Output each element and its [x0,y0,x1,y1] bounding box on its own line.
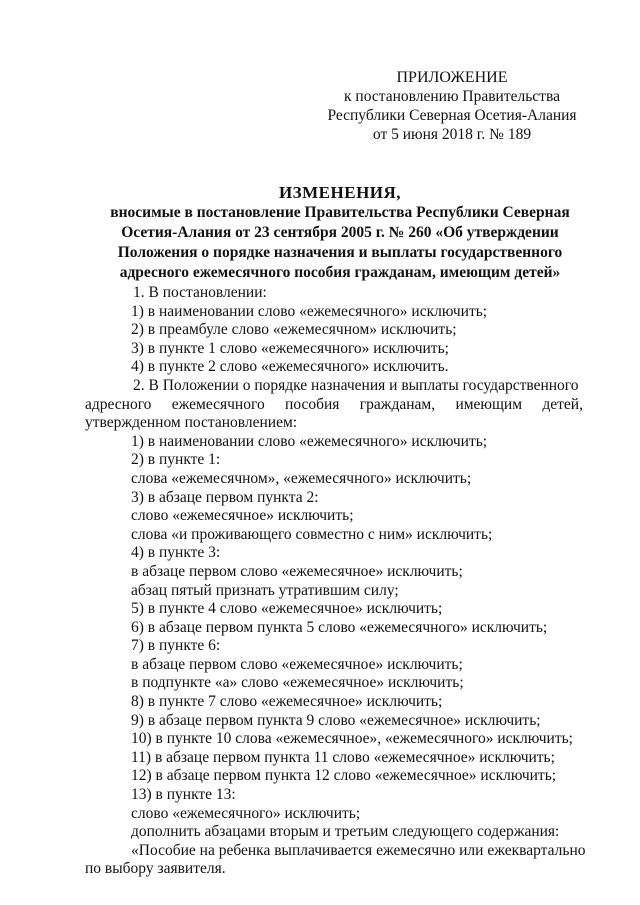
appendix-line-3: от 5 июня 2018 г. № 189 [372,126,532,143]
body-line: 13) в пункте 13: [131,786,236,804]
word: пособия [285,395,340,413]
body-line: утвержденном постановлением: [85,414,298,432]
body-line: слово «ежемесячное» исключить; [131,507,354,525]
word: адресного [85,395,152,413]
body-line: 9) в абзаце первом пункта 9 слово «ежемесячное» исключить; [131,711,541,729]
body-line: 7) в пункте 6: [131,637,221,655]
body-line: 2) в пункте 1: [131,451,221,469]
body-line: 12) в абзаце первом пункта 12 слово «ежемесячное» исключить; [131,767,557,785]
body-line-justified [85,396,583,415]
appendix-heading: ПРИЛОЖЕНИЕ [396,69,508,86]
body-line: 6) в абзаце первом пункта 5 слово «ежемесячного» исключить; [131,618,548,636]
title-main: ИЗМЕНЕНИЯ, [278,183,402,202]
body-line: 2. В Положении о порядке назначения и выплаты государственного [133,376,579,394]
word: гражданам, [359,395,436,413]
body-line: в подпункте «а» слово «ежемесячное» исключить; [131,674,464,692]
body-line: абзац пятый признать утратившим силу; [131,581,399,599]
body-line: 11) в абзаце первом пункта 11 слово «ежемесячное» исключить; [131,748,555,766]
word: имеющим [455,395,523,413]
appendix-line-2: Республики Северная Осетия-Алания [327,107,577,124]
body-line: слово «ежемесячного» исключить; [131,804,361,822]
body-line: по выбору заявителя. [85,860,226,878]
title-line-2: Осетия-Алания от 23 сентября 2005 г. № 260 «Об утверждении [121,224,559,241]
appendix-header [322,68,582,144]
body-line: 4) в пункте 3: [131,544,221,562]
body-line: 5) в пункте 4 слово «ежемесячное» исключить; [131,600,443,618]
body-line: слова «и проживающего совместно с ним» исключить; [131,525,493,543]
title-line-3: Положения о порядке назначения и выплаты государственного [117,244,563,261]
body-line: 2) в преамбуле слово «ежемесячном» исключить; [131,321,457,339]
body-line: 8) в пункте 7 слово «ежемесячное» исключить; [131,693,443,711]
body-line: в абзаце первом слово «ежемесячное» исключить; [131,655,463,673]
body-line: 1) в наименовании слово «ежемесячного» исключить; [131,302,488,320]
body-line: 3) в пункте 1 слово «ежемесячного» исключить; [131,339,449,357]
body-line: 1) в наименовании слово «ежемесячного» исключить; [131,432,488,450]
body-line: 4) в пункте 2 слово «ежемесячного» исключить. [131,358,449,376]
word: ежемесячного [171,395,265,413]
body-line: 10) в пункте 10 слова «ежемесячное», «ежемесячного» исключить; [131,730,573,748]
body-line: 1. В постановлении: [133,284,267,301]
appendix-line-1: к постановлению Правительства [344,88,560,105]
document-title [100,183,580,283]
title-line-4: адресного ежемесячного пособия гражданам, имеющим детей» [119,264,561,281]
document-body [85,284,586,879]
body-line: слова «ежемесячном», «ежемесячного» исключить; [131,469,472,487]
title-line-1: вносимые в постановление Правительства Республики Северная [110,204,570,221]
body-line: 3) в абзаце первом пункта 2: [131,488,319,506]
body-line: в абзаце первом слово «ежемесячное» исключить; [131,562,463,580]
body-line: дополнить абзацами вторым и третьим следующего содержания: [131,823,560,841]
body-line: «Пособие на ребенка выплачивается ежемесячно или ежеквартально [131,841,586,859]
word: детей, [542,395,583,413]
